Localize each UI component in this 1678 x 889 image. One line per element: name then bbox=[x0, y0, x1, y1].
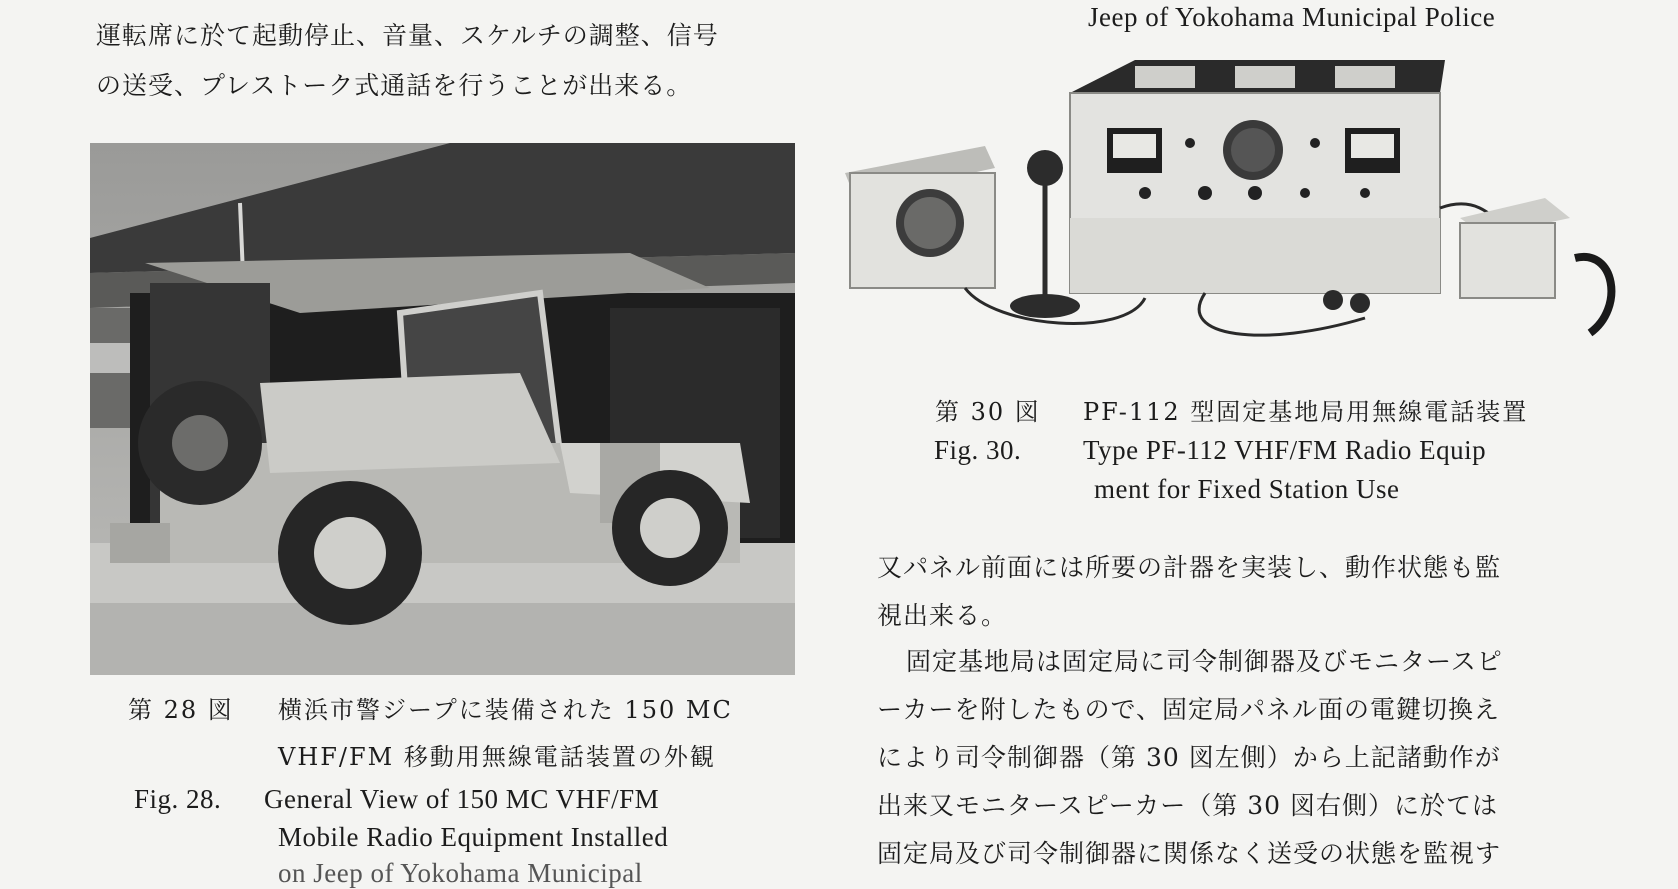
fig28-en-label: Fig. 28. bbox=[134, 784, 222, 814]
body-para2-line-3: により司令制御器（第 30 図左側）から上記諸動作が bbox=[877, 743, 1501, 772]
body-para2-line-2: ーカーを附したもので、固定局パネル面の電鍵切換え bbox=[877, 695, 1501, 724]
fig28-photo-jeep bbox=[90, 143, 795, 675]
jeep-photo-illustration bbox=[90, 143, 795, 675]
body-para1-line-1: 又パネル前面には所要の計器を実装し、動作状態も監 bbox=[877, 553, 1502, 582]
fig30-en-line-2: ment for Fixed Station Use bbox=[1094, 474, 1400, 504]
fig28-en-line-1: General View of 150 MC VHF/FM bbox=[264, 784, 660, 814]
fig30-photo-radio-equipment bbox=[845, 58, 1625, 360]
body-para2-line-4: 出来又モニタースピーカー（第 30 図右側）に於ては bbox=[877, 791, 1498, 820]
body-para1-line-2: 視出来る。 bbox=[877, 601, 1008, 630]
body-para2-line-5: 固定局及び司令制御器に関係なく送受の状態を監視す bbox=[877, 839, 1502, 868]
intro-text-line-1: 運転席に於て起動停止、音量、スケルチの調整、信号 bbox=[96, 21, 719, 50]
intro-text-line-2: の送受、プレストーク式通話を行うことが出来る。 bbox=[96, 71, 693, 100]
fig28-jp-label: 第 28 図 bbox=[128, 696, 234, 724]
fig28-en-line-3: on Jeep of Yokohama Municipal bbox=[278, 858, 643, 888]
fig30-jp-title: PF-112 型固定基地局用無線電話装置 bbox=[1083, 398, 1529, 426]
body-para2-line-1: 固定基地局は固定局に司令制御器及びモニタースピ bbox=[906, 647, 1503, 676]
fig28-jp-line-1: 横浜市警ジープに装備された 150 MC bbox=[278, 696, 733, 724]
fig30-en-label: Fig. 30. bbox=[934, 435, 1022, 465]
fig30-en-line-1: Type PF-112 VHF/FM Radio Equip bbox=[1083, 435, 1487, 465]
radio-equipment-illustration bbox=[845, 58, 1625, 360]
fig28-en-line-2: Mobile Radio Equipment Installed bbox=[278, 822, 669, 852]
fig28-jp-line-2: VHF/FM 移動用無線電話装置の外観 bbox=[278, 743, 716, 771]
fig30-jp-label: 第 30 図 bbox=[935, 398, 1041, 426]
fig29-caption-continuation: Jeep of Yokohama Municipal Police bbox=[1088, 2, 1496, 32]
